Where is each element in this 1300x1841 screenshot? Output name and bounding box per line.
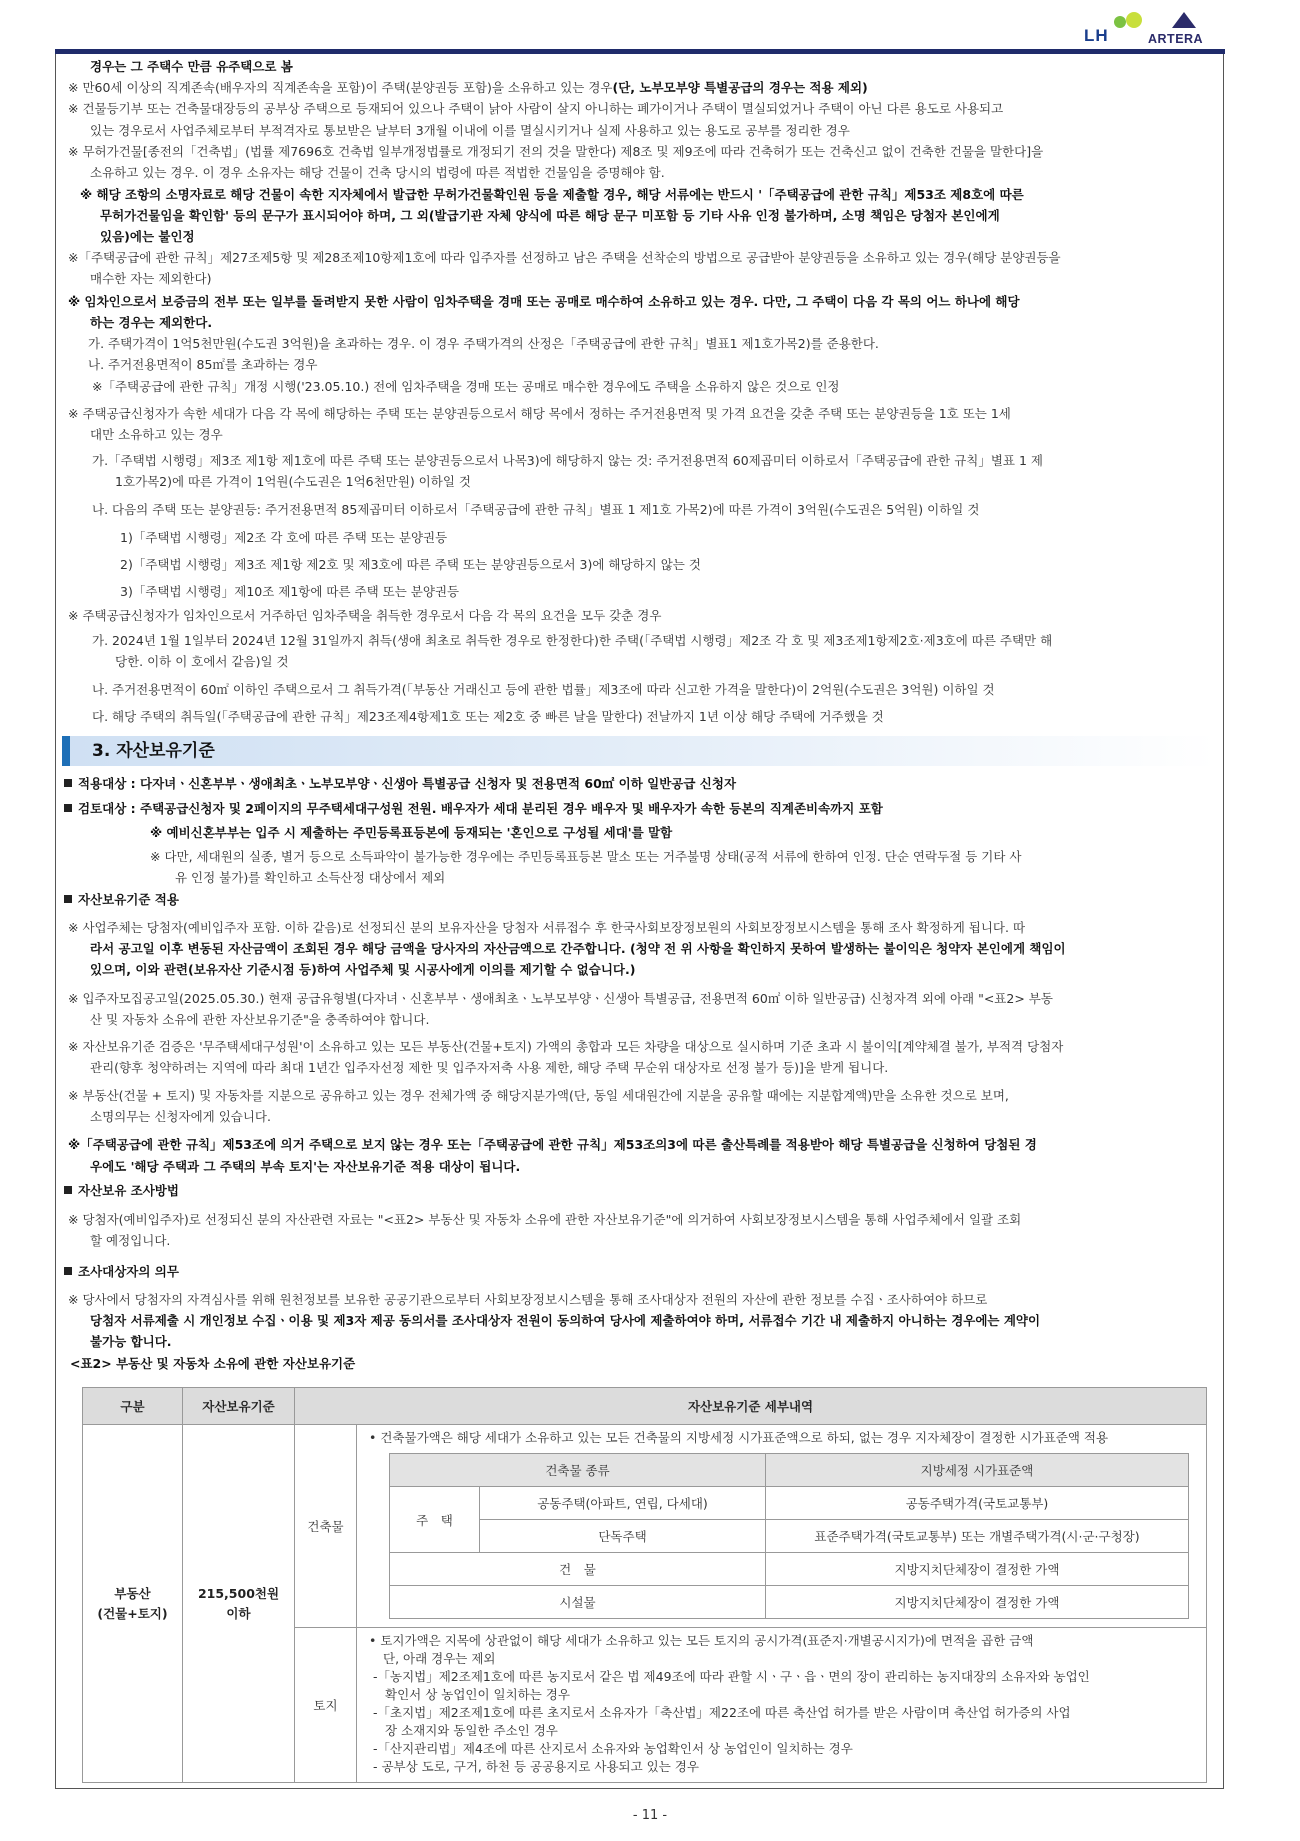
inner-cell: 공동주택가격(국토교통부) — [766, 1487, 1189, 1520]
building-note: • 건축물가액은 해당 세대가 소유하고 있는 모든 건축물의 지방세정 시가표준액으로 하되, 없는 경우 지자체장이 결정한 시가표준액 적용 — [369, 1430, 1109, 1445]
text-line — [68, 80, 868, 96]
text-line: 라서 공고일 이후 변동된 자산금액이 조회된 경우 해당 금액을 당사자의 자산금액으로 간주합니다. (청약 전 위 사항을 확인하지 못하여 발생하는 불이익은 청약자 본인에게 책임이 — [90, 941, 1066, 956]
text-line: ※ 사업주체는 당첨자(예비입주자 포함. 이하 같음)로 선정되신 분의 보유자산을 당첨자 서류접수 후 한국사회보장정보원의 사회보장정보시스템을 통해 조사 확정하게 됩니다. 따 — [68, 920, 1026, 935]
text-line: 있으며, 이와 관련(보유자산 기준시점 등)하여 사업주체 및 시공사에게 이의를 제기할 수 없습니다.) — [90, 962, 636, 977]
text-line: 당첨자 서류제출 시 개인정보 수집ㆍ이용 및 제3자 제공 동의서를 조사대상자 전원이 동의하여 당사에 제출하여야 하며, 서류접수 기간 내 제출하지 아니하는 경우에는 계약이 — [90, 1313, 1041, 1328]
table-caption: <표2> 부동산 및 자동차 소유에 관한 자산보유기준 — [70, 1356, 356, 1371]
text-line: ※ 주택공급신청자가 속한 세대가 다음 각 목에 해당하는 주택 또는 분양권등으로서 해당 목에서 정하는 주거전용면적 및 가격 요건을 갖춘 주택 또는 분양권등을 1호 또는 1세 — [68, 406, 1011, 421]
text-line: 2)「주택법 시행령」제3조 제1항 제2호 및 제3호에 따른 주택 또는 분양권등으로서 3)에 해당하지 않는 것 — [120, 557, 701, 572]
lh-logo-dot-icon — [1126, 12, 1142, 28]
text-line: 매수한 자는 제외한다) — [90, 271, 212, 286]
category-label: (건물+토지) — [97, 1605, 168, 1621]
inner-cell: 단독주택 — [480, 1520, 766, 1553]
text-line: 유 인정 불가)를 확인하고 소득산정 대상에서 제외 — [175, 870, 446, 885]
text-line: 나. 주거전용면적이 60㎡ 이하인 주택으로서 그 취득가격(「부동산 거래신고 등에 관한 법률」제3조에 따라 신고한 가격을 말한다)이 2억원(수도권은 3억원) 이하일 것 — [92, 682, 995, 697]
page-number: - 11 - — [632, 1808, 668, 1823]
text-line: 1호가목2)에 따른 가격이 1억원(수도권은 1억6천만원) 이하일 것 — [115, 474, 471, 489]
table-row — [83, 1425, 1207, 1628]
building-detail-cell — [357, 1425, 1207, 1628]
text-span: ※ 만60세 이상의 직계존속(배우자의 직계존속을 포함)이 주택(분양권등 포함)을 소유하고 있는 경우 — [68, 80, 613, 95]
inner-row — [390, 1487, 1189, 1520]
text-line: ※ 다만, 세대원의 실종, 별거 등으로 소득파악이 불가능한 경우에는 주민등록표등본 말소 또는 거주불명 상태(공적 서류에 한하여 인정. 단순 연락두절 등 기타 사 — [150, 849, 1022, 864]
text-span: 검토대상 : 주택공급신청자 및 2페이지의 무주택세대구성원 전원. 배우자가 세대 분리된 경우 배우자 및 배우자가 속한 등본의 직계존비속까지 포함 — [78, 801, 883, 816]
text-line: 가. 주택가격이 1억5천만원(수도권 3억원)을 초과하는 경우. 이 경우 주택가격의 산정은「주택공급에 관한 규칙」별표1 제1호가목2)를 준용한다. — [88, 336, 879, 351]
text-line: 가.「주택법 시행령」제3조 제1항 제1호에 따른 주택 또는 분양권등으로서 나목3)에 해당하지 않는 것: 주거전용면적 60제곱미터 이하로서「주택공급에 관한 규칙」별표 1 제 — [92, 453, 1043, 468]
text-line: 소유하고 있는 경우. 이 경우 소유자는 해당 건물이 건축 당시의 법령에 따른 적법한 건물임을 증명해야 함. — [90, 165, 665, 180]
text-line: 대만 소유하고 있는 경우 — [90, 427, 223, 442]
text-line: 다. 해당 주택의 취득일(「주택공급에 관한 규칙」제23조제4항제1호 또는 제2호 중 빠른 날을 말한다) 전날까지 1년 이상 해당 주택에 거주했을 것 — [92, 709, 884, 724]
text-line: ※「주택공급에 관한 규칙」개정 시행('23.05.10.) 전에 임차주택을 경매 또는 공매로 매수한 경우에도 주택을 소유하지 않은 것으로 인정 — [92, 379, 840, 394]
text-line: ※ 당첨자(예비입주자)로 선정되신 분의 자산관련 자료는 "<표2> 부동산 및 자동차 소유에 관한 자산보유기준"에 의거하여 사회보장정보시스템을 통해 사업주체에서 일괄 조회 — [68, 1212, 1022, 1227]
text-line: ※ 무허가건물[종전의「건축법」(법률 제7696호 건축법 일부개정법률로 개정되기 전의 것을 말한다) 제8조 및 제9조에 따라 건축허가 또는 건축신고 없이 건축한 건물을 말한다]을 — [68, 144, 1044, 159]
inner-cell: 지방지치단체장이 결정한 가액 — [766, 1553, 1189, 1586]
text-line: 무허가건물임을 확인함' 등의 문구가 표시되어야 하며, 그 외(발급기관 자체 양식에 따른 해당 문구 미포함 등 기타 사유 인정 불가하며, 소명 책임은 당첨자 본인에게 — [100, 208, 1000, 223]
inner-cell: 건 물 — [390, 1553, 766, 1586]
text-line: 가. 2024년 1월 1일부터 2024년 12월 31일까지 취득(생애 최초로 취득한 경우로 한정한다)한 주택(「주택법 시행령」제2조 각 호 및 제3조제1항제2호·제3호에 따른 주택만 해 — [92, 633, 1053, 648]
text-line — [64, 892, 179, 908]
inner-cell: 시설물 — [390, 1586, 766, 1619]
asset-criteria-table — [82, 1387, 1207, 1783]
text-line: 할 예정입니다. — [90, 1233, 171, 1248]
land-detail-cell — [357, 1628, 1207, 1783]
table-header-cell: 구분 — [83, 1388, 183, 1425]
inner-cell: 지방지치단체장이 결정한 가액 — [766, 1586, 1189, 1619]
text-line: 나. 다음의 주택 또는 분양권등: 주거전용면적 85제곱미터 이하로서「주택공급에 관한 규칙」별표 1 제1호 가목2)에 따른 가격이 3억원(수도권은 5억원) 이하일 것 — [92, 502, 980, 517]
text-line: ※ 주택공급신청자가 임차인으로서 거주하던 임차주택을 취득한 경우로서 다음 각 목의 요건을 모두 갖춘 경우 — [68, 608, 662, 623]
text-line — [64, 801, 883, 817]
inner-row — [390, 1586, 1189, 1619]
text-line: 당한. 이하 이 호에서 같음)일 것 — [115, 654, 289, 669]
land-note: 확인서 상 농업인이 일치하는 경우 — [385, 1687, 570, 1702]
inner-header-row — [390, 1454, 1189, 1487]
text-line: 하는 경우는 제외한다. — [90, 315, 213, 330]
lh-logo — [1084, 10, 1154, 46]
text-line: 1)「주택법 시행령」제2조 각 호에 따른 주택 또는 분양권등 — [120, 530, 448, 545]
category-cell — [83, 1425, 183, 1783]
land-note: -「농지법」제2조제1호에 따른 농지로서 같은 법 제49조에 따라 관할 시ㆍ구ㆍ읍ㆍ면의 장이 관리하는 농지대장의 소유자와 농업인 — [373, 1669, 1090, 1684]
lh-logo-dot-icon — [1114, 16, 1126, 28]
text-line: 있음)에는 불인정 — [100, 229, 195, 244]
land-note: - 공부상 도로, 구거, 하천 등 공공용지로 사용되고 있는 경우 — [373, 1759, 699, 1774]
inner-cell: 공동주택(아파트, 연립, 다세대) — [480, 1487, 766, 1520]
text-line: 관리(향후 청약하려는 지역에 따라 최대 1년간 입주자선정 제한 및 입주자저축 사용 제한, 해당 주택 무순위 대상자로 선정 불가 등)]을 받게 됩니다. — [90, 1060, 889, 1075]
criterion-cell — [183, 1425, 295, 1783]
text-line — [64, 776, 736, 792]
text-line: ※ 자산보유기준 검증은 '무주택세대구성원'이 소유하고 있는 모든 부동산(건물+토지) 가액의 총합과 모든 차량을 대상으로 실시하며 기준 초과 시 불이익[계약체결 불가, 부적격 당첨자 — [68, 1039, 1064, 1054]
artera-logo — [1148, 10, 1226, 48]
land-note: • 토지가액은 지목에 상관없이 해당 세대가 소유하고 있는 모든 토지의 공시가격(표준지·개별공시지가)에 면적을 곱한 금액 — [369, 1633, 1034, 1648]
text-line: ※ 입주자모집공고일(2025.05.30.) 현재 공급유형별(다자녀ㆍ신혼부부ㆍ생애최초ㆍ노부모부양ㆍ신생아 특별공급, 전용면적 60㎡ 이하 일반공급) 신청자격 외에 아래 "<표2> 부동 — [68, 991, 1053, 1006]
square-bullet-icon — [64, 804, 72, 812]
table-header-row — [83, 1388, 1207, 1425]
text-line: ※「주택공급에 관한 규칙」제53조에 의거 주택으로 보지 않는 경우 또는「주택공급에 관한 규칙」제53조의3에 따른 출산특례를 적용받아 해당 특별공급을 신청하여 당첨된 경 — [68, 1137, 1037, 1152]
lh-logo-text: LH — [1084, 26, 1109, 45]
inner-header-cell: 건축물 종류 — [390, 1454, 766, 1487]
table-header-cell: 자산보유기준 세부내역 — [295, 1388, 1207, 1425]
text-line: 우에도 '해당 주택과 그 주택의 부속 토지'는 자산보유기준 적용 대상이 됩니다. — [90, 1159, 521, 1174]
criterion-value: 이하 — [226, 1605, 251, 1621]
square-bullet-icon — [64, 1267, 72, 1275]
text-line: ※ 해당 조항의 소명자료로 해당 건물이 속한 지자체에서 발급한 무허가건물확인원 등을 제출할 경우, 해당 서류에는 반드시 '「주택공급에 관한 규칙」제53조 제8호에 따른 — [80, 187, 1024, 202]
artera-logo-text: ARTERA — [1148, 32, 1204, 46]
page-header — [0, 0, 1300, 52]
building-label-cell: 건축물 — [295, 1425, 357, 1628]
text-line: 불가능 합니다. — [90, 1334, 172, 1349]
land-note: 단, 아래 경우는 제외 — [383, 1651, 496, 1666]
text-line: 소명의무는 신청자에게 있습니다. — [90, 1109, 271, 1124]
text-line: ※ 예비신혼부부는 입주 시 제출하는 주민등록표등본에 등재되는 '혼인으로 구성될 세대'를 말함 — [150, 825, 673, 840]
square-bullet-icon — [64, 895, 72, 903]
text-span: 조사대상자의 의무 — [78, 1264, 179, 1279]
text-line: ※ 건물등기부 또는 건축물대장등의 공부상 주택으로 등재되어 있으나 주택이 낡아 사람이 살지 아니하는 폐가이거나 주택이 멸실되었거나 주택이 아닌 다른 용도로 사용되고 — [68, 101, 1004, 116]
text-line: 있는 경우로서 사업주체로부터 부적격자로 통보받은 날부터 3개월 이내에 이를 멸실시키거나 실제 사용하고 있는 용도로 공부를 정리한 경우 — [90, 123, 850, 138]
text-span: 자산보유기준 적용 — [78, 892, 179, 907]
text-line: 경우는 그 주택수 만큼 유주택으로 봄 — [90, 59, 293, 74]
text-line: ※「주택공급에 관한 규칙」제27조제5항 및 제28조제10항제1호에 따라 입주자를 선정하고 남은 주택을 선착순의 방법으로 공급받아 분양권등을 소유하고 있는 경우(해당 분양권등을 — [68, 250, 1061, 265]
section-marker — [62, 736, 70, 766]
square-bullet-icon — [64, 779, 72, 787]
text-line — [64, 1264, 179, 1280]
section-title: 3. 자산보유기준 — [92, 741, 215, 761]
inner-row — [390, 1520, 1189, 1553]
inner-cell: 주 택 — [390, 1487, 480, 1553]
section-header — [62, 736, 1217, 766]
building-types-table — [389, 1453, 1189, 1619]
square-bullet-icon — [64, 1186, 72, 1194]
land-note: -「산지관리법」제4조에 따른 산지로서 소유자와 농업확인서 상 농업인이 일치하는 경우 — [373, 1741, 853, 1756]
text-line: ※ 부동산(건물 + 토지) 및 자동차를 지분으로 공유하고 있는 경우 전체가액 중 해당지분가액(단, 동일 세대원간에 지분을 공유할 때에는 지분합계액)만을 소유한 것으로 보며, — [68, 1088, 1009, 1103]
inner-cell: 표준주택가격(국토교통부) 또는 개별주택가격(시·군·구청장) — [766, 1520, 1189, 1553]
text-span: 자산보유 조사방법 — [78, 1183, 179, 1198]
inner-row — [390, 1553, 1189, 1586]
text-span-bold: (단, 노부모부양 특별공급의 경우는 적용 제외) — [612, 80, 868, 95]
criterion-value: 215,500천원 — [197, 1585, 280, 1601]
category-label: 부동산 — [114, 1585, 151, 1601]
land-note: -「초지법」제2조제1호에 따른 초지로서 소유자가「축산법」제22조에 따른 축산업 허가를 받은 사람이며 축산업 허가증의 사업 — [373, 1705, 1071, 1720]
table-header-cell: 자산보유기준 — [183, 1388, 295, 1425]
inner-header-cell: 지방세정 시가표준액 — [766, 1454, 1189, 1487]
text-line: ※ 당사에서 당첨자의 자격심사를 위해 원천정보를 보유한 공공기관으로부터 사회보장정보시스템을 통해 조사대상자 전원의 자산에 관한 정보를 수집ㆍ조사하여야 하므로 — [68, 1292, 988, 1307]
artera-triangle-icon — [1172, 12, 1196, 28]
text-line: 산 및 자동차 소유에 관한 자산보유기준"을 충족하여야 합니다. — [90, 1012, 430, 1027]
text-line — [64, 1183, 179, 1199]
text-line: ※ 임차인으로서 보증금의 전부 또는 일부를 돌려받지 못한 사람이 임차주택을 경매 또는 공매로 매수하여 소유하고 있는 경우. 다만, 그 주택이 다음 각 목의 어느 하나에 해당 — [68, 294, 1020, 309]
text-span: 적용대상 : 다자녀ㆍ신혼부부ㆍ생애최초ㆍ노부모부양ㆍ신생아 특별공급 신청자 및 전용면적 60㎡ 이하 일반공급 신청자 — [78, 776, 737, 791]
land-label-cell: 토지 — [295, 1628, 357, 1783]
land-note: 장 소재지와 동일한 주소인 경우 — [385, 1723, 558, 1738]
text-line: 나. 주거전용면적이 85㎡를 초과하는 경우 — [88, 357, 318, 372]
text-line: 3)「주택법 시행령」제10조 제1항에 따른 주택 또는 분양권등 — [120, 584, 460, 599]
